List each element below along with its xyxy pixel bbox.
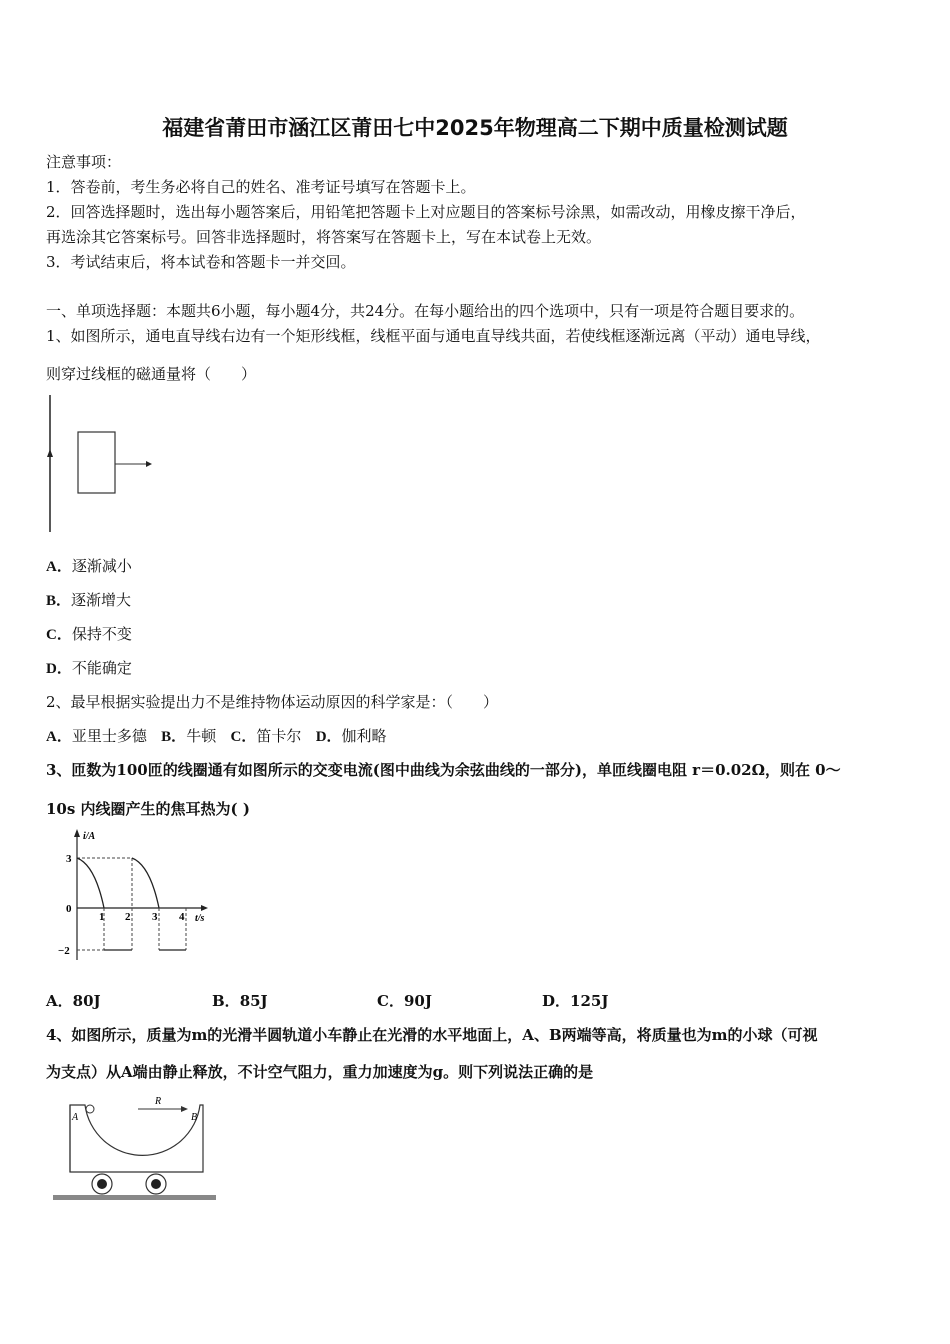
svg-text:3: 3 (152, 911, 158, 923)
q2-options (46, 726, 387, 747)
page-title: 福建省莆田市涵江区莆田七中2025年物理高二下期中质量检测试题 (162, 116, 788, 140)
notice-item-2: 2．回答选择题时，选出每小题答案后，用铅笔把答题卡上对应题目的答案标号涂黑，如需改动，用橡皮擦干净后， (46, 203, 806, 221)
q3-stem-line2: 10s 内线圈产生的焦耳热为( ) (46, 800, 250, 818)
q1-option-d: D．不能确定 (46, 659, 132, 677)
q4-stem-line1: 4、如图所示，质量为m的光滑半圆轨道小车静止在光滑的水平地面上，A、B两端等高，将质量也为m的小球（可视 (46, 1026, 818, 1044)
q4-cart-figure (45, 1090, 225, 1210)
q3-option-c: C．90J (377, 992, 432, 1010)
notice-heading: 注意事项： (46, 153, 122, 171)
q2-option-c: C．笛卡尔 (230, 727, 302, 745)
q1-option-a: A．逐渐减小 (46, 557, 132, 575)
svg-text:1: 1 (99, 911, 105, 923)
label-a: A (72, 1112, 79, 1123)
svg-text:3: 3 (66, 853, 72, 865)
q2-option-d: D．伽利略 (315, 727, 387, 745)
svg-text:0: 0 (66, 903, 72, 915)
label-r: R (155, 1096, 162, 1107)
q1-option-c: C．保持不变 (46, 625, 132, 643)
q3-current-graph (55, 825, 225, 965)
notice-item-2-cont: 再选涂其它答案标号。回答非选择题时，将答案写在答题卡上，写在本试卷上无效。 (46, 228, 602, 246)
q1-stem-line1: 1、如图所示，通电直导线右边有一个矩形线框，线框平面与通电直导线共面，若使线框逐渐远离（平动）通电导线， (46, 327, 821, 345)
q1-option-b: B．逐渐增大 (46, 591, 132, 609)
notice-item-1: 1．答卷前，考生务必将自己的姓名、准考证号填写在答题卡上。 (46, 178, 476, 196)
q3-option-d: D．125J (542, 992, 609, 1010)
q2-option-a: A．亚里士多德 (46, 727, 147, 745)
svg-text:2: 2 (125, 911, 131, 923)
q2-stem: 2、最早根据实验提出力不是维持物体运动原因的科学家是：（ ） (46, 693, 499, 711)
x-axis-label: t/s (195, 913, 205, 924)
q4-stem-line2: 为支点）从A端由静止释放，不计空气阻力，重力加速度为g。则下列说法正确的是 (46, 1063, 594, 1081)
q3-option-a: A．80J (46, 992, 101, 1010)
q1-wire-loop-figure (30, 390, 180, 540)
label-b: B (191, 1112, 198, 1123)
notice-item-3: 3．考试结束后，将本试卷和答题卡一并交回。 (46, 253, 356, 271)
q1-stem-line2: 则穿过线框的磁通量将（ ） (46, 365, 257, 383)
section-heading: 一、单项选择题：本题共6小题，每小题4分，共24分。在每小题给出的四个选项中，只有一项是符合题目要求的。 (46, 302, 805, 320)
svg-text:4: 4 (179, 911, 185, 923)
q3-stem-line1: 3、匝数为100匝的线圈通有如图所示的交变电流(图中曲线为余弦曲线的一部分)，单匝线圈电阻 r＝0.02Ω，则在 0～ (46, 761, 841, 779)
y-axis-label: i/A (83, 831, 96, 842)
q2-option-b: B．牛顿 (161, 727, 217, 745)
q3-option-b: B．85J (212, 992, 268, 1010)
svg-text:−2: −2 (58, 945, 70, 957)
